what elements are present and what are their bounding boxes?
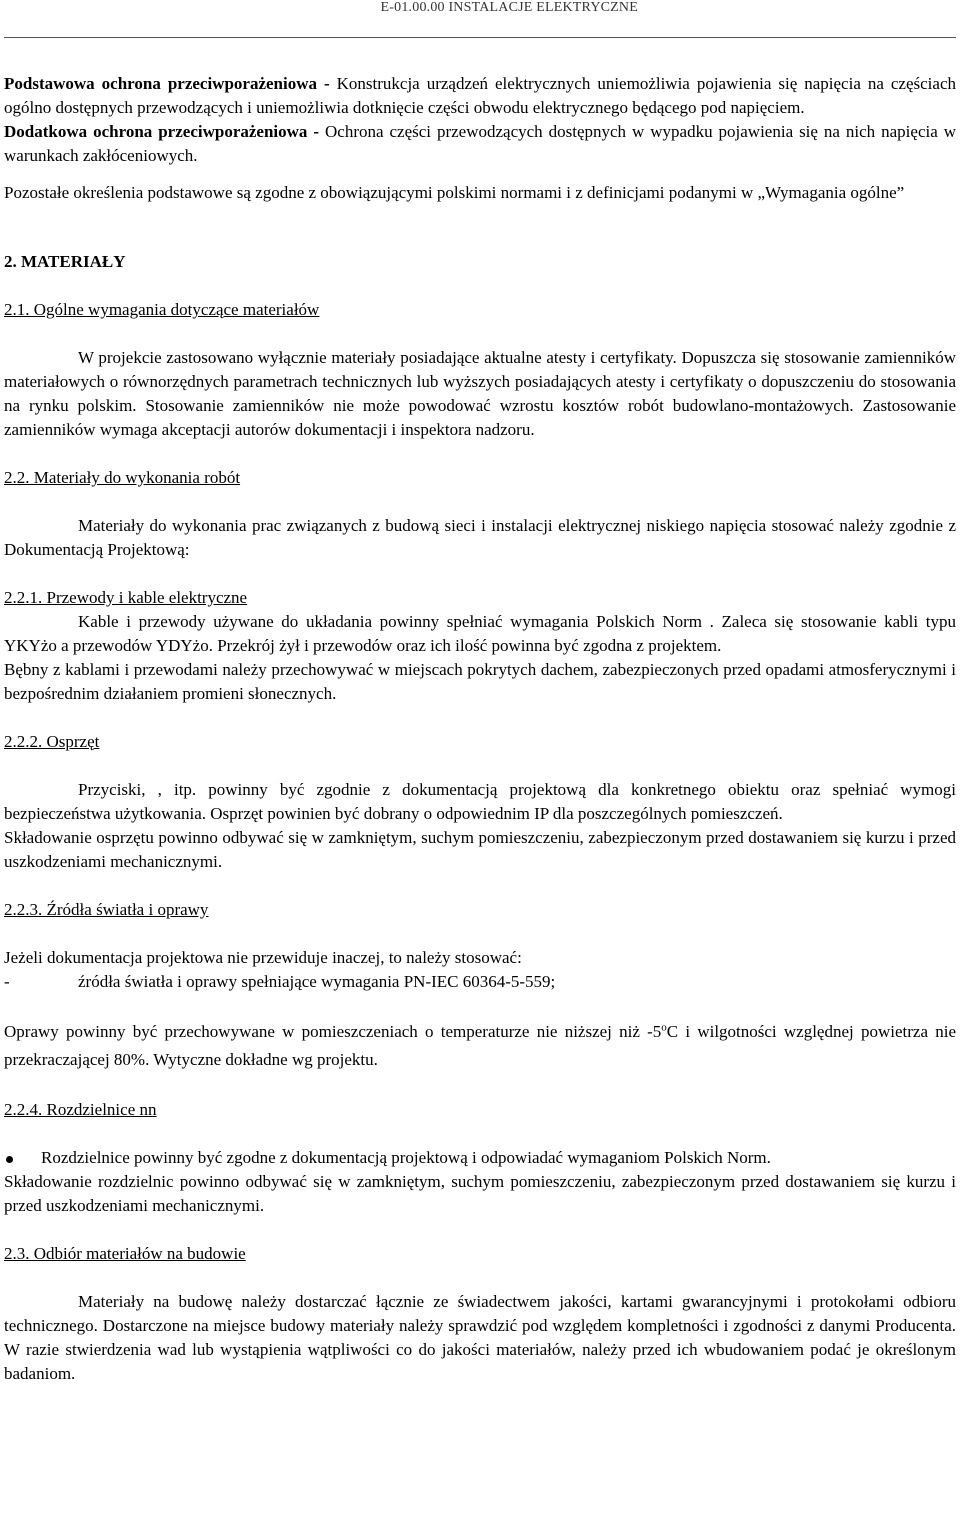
definition-term: Podstawowa ochrona przeciwporażeniowa - <box>4 74 330 93</box>
list-item <box>4 970 956 994</box>
header-text: E-01.00.00 INSTALACJE ELEKTRYCZNE <box>380 0 638 15</box>
paragraph-2-2-1-a: Kable i przewody używane do układania powinny spełniać wymagania Polskich Norm . Zaleca się stosowanie kabli typu YKYżo a przewodów YDYżo. Przekrój żył i przewodów oraz ich ilość powinna być zgodna z projektem. <box>4 612 956 655</box>
definition-text: Konstrukcja urządzeń elektrycznych uniemożliwia pojawienia się napięcia na częściach ogólno dostępnych przewodzących i uniemożliwia dotknięcie części obwodu elektrycznego będącego pod napięciem. <box>4 74 956 117</box>
paragraph-2-2-1-b: Bębny z kablami i przewodami należy przechowywać w miejscach pokrytych dachem, zabezpieczonych przed opadami atmosferycznymi i bezpośrednim działaniem promieni słonecznych. <box>4 660 956 703</box>
section-heading-materials: 2. MATERIAŁY <box>4 252 126 271</box>
subsection-title-2-2-3: 2.2.3. Źródła światła i oprawy <box>4 900 209 919</box>
subsection-title-2-3: 2.3. Odbiór materiałów na budowie <box>4 1244 246 1263</box>
subsection-title-2-2-1: 2.2.1. Przewody i kable elektryczne <box>4 588 248 607</box>
definition-basic-protection <box>4 72 956 120</box>
paragraph-2-2-2-a: Przyciski, , itp. powinny być zgodnie z dokumentacją projektową dla konkretnego obiektu oraz spełniać wymogi bezpieczeństwa użytkowania. Osprzęt powinien być dobrany o odpowiednim IP dla poszczególnych pomieszczeń. <box>4 780 956 823</box>
paragraph-2-1: W projekcie zastosowano wyłącznie materiały posiadające aktualne atesty i certyfikaty. Dopuszcza się stosowanie zamienników materiałowych o równorzędnych parametrach technicznych lub wyższych posiadających atesty i certyfikaty o dopuszczeniu do stosowania na rynku polskim. Stosowanie zamienników nie może powodować wzrostu kosztów robót budowlano-montażowych. Zastosowanie zamienników wymaga akceptacji autorów dokumentacji i inspektora nadzoru. <box>4 348 956 439</box>
paragraph-2-2-3-temperature: Oprawy powinny być przechowywane w pomieszczeniach o temperaturze nie niższej niż -5$^o$C i wilgotności względnej powietrza nie przekraczającej 80%. Wytyczne dokładne wg projektu. <box>4 1021 956 1069</box>
paragraph-2-3: Materiały na budowę należy dostarczać łącznie ze świadectwem jakości, kartami gwarancyjnymi i protokołami odbioru technicznego. Dostarczone na miejsce budowy materiały należy sprawdzić pod względem kompletności i zgodności z danymi Producenta. W razie stwierdzenia wad lub wystąpienia wątpliwości co do jakości materiałów, należy przed ich wbudowaniem podać je określonym badaniom. <box>4 1292 956 1383</box>
page-header <box>0 0 960 40</box>
subsection-title-2-2: 2.2. Materiały do wykonania robót <box>4 468 241 487</box>
paragraph-2-2-3-intro: Jeżeli dokumentacja projektowa nie przewiduje inaczej, to należy stosować: <box>4 948 522 967</box>
definition-extra-protection <box>4 120 956 168</box>
definitions-note: Pozostałe określenia podstawowe są zgodne z obowiązującymi polskimi normami i z definicjami podanymi w „Wymagania ogólne” <box>4 183 905 202</box>
list-item-text: Rozdzielnice powinny być zgodne z dokumentacją projektową i odpowiadać wymaganiom Polskich Norm. <box>41 1148 771 1167</box>
list-item <box>4 1146 956 1170</box>
subsection-title-2-2-2: 2.2.2. Osprzęt <box>4 732 100 751</box>
subsection-title-2-1: 2.1. Ogólne wymagania dotyczące materiałów <box>4 300 320 319</box>
dash-marker: - <box>4 972 10 991</box>
list-item-text: źródła światła i oprawy spełniające wymagania PN-IEC 60364-5-559; <box>78 972 556 991</box>
paragraph-2-2-2-b: Składowanie osprzętu powinno odbywać się w zamkniętym, suchym pomieszczeniu, zabezpieczonym przed dostawaniem się kurzu i przed uszkodzeniami mechanicznymi. <box>4 828 956 871</box>
bullet-icon <box>6 1156 13 1163</box>
paragraph-2-2: Materiały do wykonania prac związanych z budową sieci i instalacji elektrycznej niskiego napięcia stosować należy zgodnie z Dokumentacją Projektową: <box>4 516 956 559</box>
header-divider <box>4 37 956 38</box>
document-body <box>4 72 956 1386</box>
definition-text: Ochrona części przewodzących dostępnych w wypadku pojawienia się na nich napięcia w warunkach zakłóceniowych. <box>4 122 956 165</box>
definition-term: Dodatkowa ochrona przeciwporażeniowa - <box>4 122 320 141</box>
paragraph-2-2-4: Składowanie rozdzielnic powinno odbywać się w zamkniętym, suchym pomieszczeniu, zabezpieczonym przed dostawaniem się kurzu i przed uszkodzeniami mechanicznymi. <box>4 1172 956 1215</box>
subsection-title-2-2-4: 2.2.4. Rozdzielnice nn <box>4 1100 157 1119</box>
